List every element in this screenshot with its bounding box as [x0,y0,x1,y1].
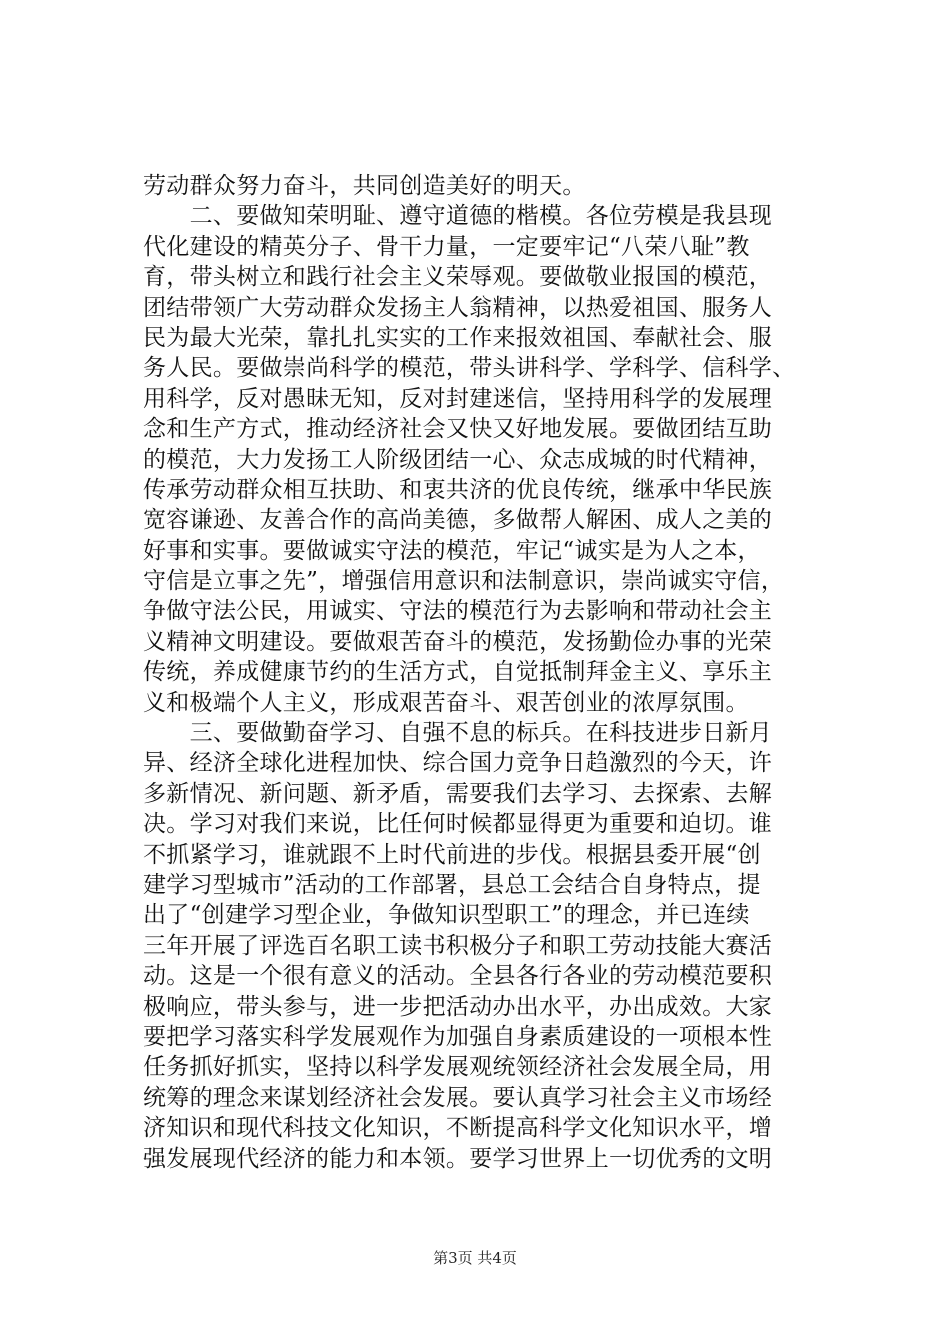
text-line: 强发展现代经济的能力和本领。要学习世界上一切优秀的文明 [143,1145,773,1172]
text-line: 的模范，大力发扬工人阶级团结一心、众志成城的时代精神， [143,446,773,473]
page-number: 第3页 共4页 [433,1249,517,1267]
text-line: 任务抓好抓实，坚持以科学发展观统领经济社会发展全局，用 [143,1054,773,1081]
text-line: 代化建设的精英分子、骨干力量，一定要牢记“八荣八耻”教 [143,233,750,260]
text-line: 民为最大光荣，靠扎扎实实的工作来报效祖国、奉献社会、服 [143,324,773,351]
text-line: 决。学习对我们来说，比任何时候都显得更为重要和迫切。谁 [143,811,773,838]
text-line: 要把学习落实科学发展观作为加强自身素质建设的一项根本性 [143,1023,773,1050]
text-line: 义精神文明建设。要做艰苦奋斗的模范，发扬勤俭办事的光荣 [143,628,773,655]
text-line: 建学习型城市”活动的工作部署，县总工会结合自身特点，提 [143,871,761,898]
text-line: 务人民。要做崇尚科学的模范，带头讲科学、学科学、信科学、 [143,355,796,382]
text-line: 育，带头树立和践行社会主义荣辱观。要做敬业报国的模范， [143,264,773,291]
text-line: 劳动群众努力奋斗，共同创造美好的明天。 [143,173,586,199]
text-line: 二、要做知荣明耻、遵守道德的楷模。各位劳模是我县现 [143,203,773,230]
text-line: 极响应，带头参与，进一步把活动办出水平，办出成效。大家 [143,993,773,1020]
text-line: 好事和实事。要做诚实守法的模范，牢记“诚实是为人之本， [143,537,761,564]
text-line: 传承劳动群众相互扶助、和衷共济的优良传统，继承中华民族 [143,476,773,503]
text-line: 传统，养成健康节约的生活方式，自觉抵制拜金主义、享乐主 [143,659,773,686]
body-text [143,171,823,1174]
text-line: 出了“创建学习型企业，争做知识型职工”的理念，并已连续 [143,902,750,929]
text-line: 多新情况、新问题、新矛盾，需要我们去学习、去探索、去解 [143,780,773,807]
text-line: 宽容谦逊、友善合作的高尚美德，多做帮人解困、成人之美的 [143,507,773,534]
text-line: 三年开展了评选百名职工读书积极分子和职工劳动技能大赛活 [143,932,773,959]
text-line: 团结带领广大劳动群众发扬主人翁精神，以热爱祖国、服务人 [143,294,773,321]
text-line: 统筹的理念来谋划经济社会发展。要认真学习社会主义市场经 [143,1084,773,1111]
text-line: 念和生产方式，推动经济社会又快又好地发展。要做团结互助 [143,416,773,443]
text-line: 动。这是一个很有意义的活动。全县各行各业的劳动模范要积 [143,963,773,990]
text-line: 异、经济全球化进程加快、综合国力竞争日趋激烈的今天，许 [143,750,773,777]
page-footer [0,1248,950,1268]
text-line: 义和极端个人主义，形成艰苦奋斗、艰苦创业的浓厚氛围。 [143,689,749,716]
text-line: 不抓紧学习，谁就跟不上时代前进的步伐。根据县委开展“创 [143,841,761,868]
text-line: 三、要做勤奋学习、自强不息的标兵。在科技进步日新月 [143,720,773,747]
text-line: 守信是立事之先”，增强信用意识和法制意识，崇尚诚实守信， [143,568,785,595]
text-line: 用科学，反对愚昧无知，反对封建迷信，坚持用科学的发展理 [143,385,773,412]
text-line: 争做守法公民，用诚实、守法的模范行为去影响和带动社会主 [143,598,773,625]
text-line: 济知识和现代科技文化知识，不断提高科学文化知识水平，增 [143,1115,773,1142]
